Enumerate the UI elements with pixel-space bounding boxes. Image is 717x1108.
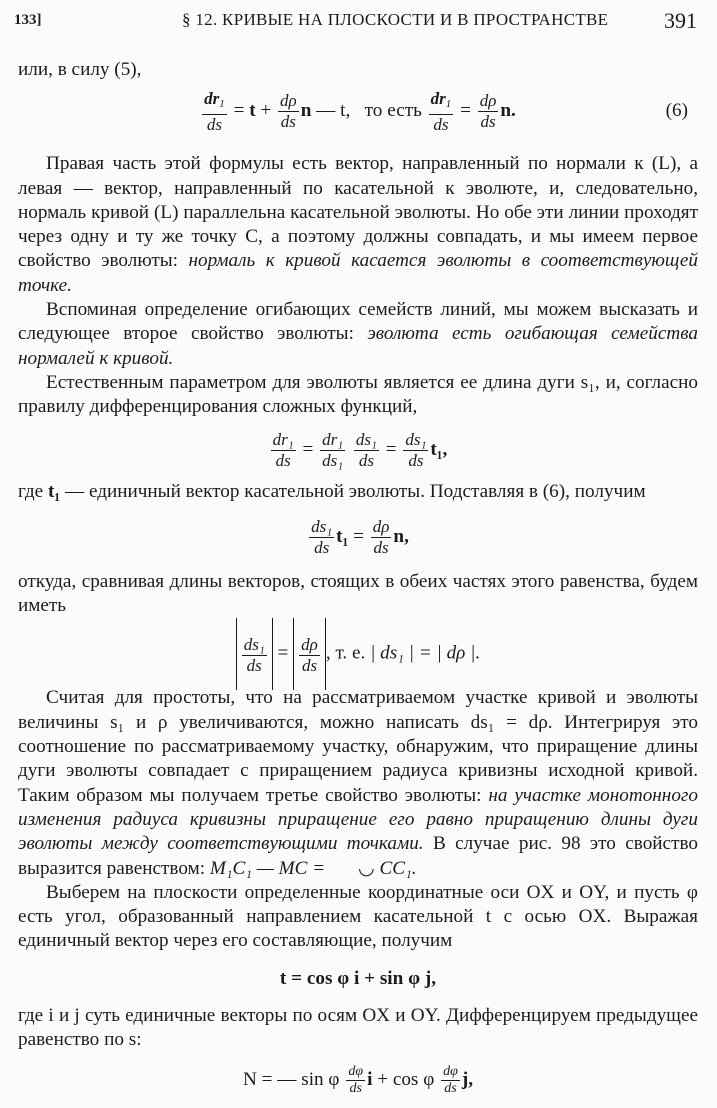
equation-tangent-normal: $\frac{\text{ds₁}}{ds}$ t₁ = $\frac{d\rho}{ds}$ n, (311, 516, 409, 557)
paragraph-tangent-unit: где t₁ — единичный вектор касательной эволюты. Подставляя в (6), получим (18, 480, 646, 502)
equation-absolute-values: $\frac{\text{ds₁}}{ds}$ = $\frac{d\rho}{ds}$ , т. е. | ds₁ | = | dρ |. (18, 618, 698, 686)
running-title: § 12. КРИВЫЕ НА ПЛОСКОСТИ И В ПРОСТРАНСТВЕ (182, 10, 609, 29)
section-number: 133] (14, 12, 42, 28)
page-number: 391 (664, 8, 697, 33)
fraction: $\frac{d\rho}{ds}$ (280, 91, 297, 132)
equation-N: N = — sin φ $\frac{d\varphi}{ds}$ i + cos φ $\frac{d\varphi}{ds}$ j, (242, 1064, 474, 1097)
fraction: $\frac{d\rho}{ds}$ (479, 91, 497, 132)
paragraph-natural-parameter: Естественным параметром для эволюты является ее длина дуги s₁, и, согласно правилу дифференцирования сложных функций, (18, 371, 698, 418)
fraction: $\frac{dr_1}{ds}$ (430, 88, 452, 134)
running-header (14, 8, 697, 36)
paragraph-unit-vectors: где i и j суть единичные векторы по осям OX и OY. Дифференцируем предыдущее равенство по s: (18, 1004, 698, 1051)
arc-symbol: ◡ (357, 857, 375, 879)
intro-line: или, в силу (5), (18, 59, 142, 80)
fraction: $\frac{dr_1}{ds}$ (204, 88, 225, 134)
paragraph-normal-property: Правая часть этой формулы есть вектор, направленный по нормали к (L), а левая — вектор, направленный по касательной к эволюте, и, следовательно, нормаль кривой (L) параллельна касательной эволюты. Но обе эти линии проходят через одну и ту же точку C, а поэтому должны совпадать, и мы имеем первое свойство эволюты: нормаль к кривой касается эволюты в соответствующей точке. (18, 153, 698, 296)
page-body (18, 58, 698, 1108)
paragraph-third-property: Считая для простоты, что на рассматриваемом участке кривой и эволюты величины s₁ и ρ увеличиваются, можно написать ds₁ = dρ. Интегрируя это соотношение по рассматриваемому участку, обнаружим, что приращение длины дуги эволюты совпадает с приращением радиуса кривизны исходной кривой. Таким образом мы получаем третье свойство эволюты: на участке монотонного изменения радиуса кривизны приращение его равно приращению длины дуги эволюты между соответствующими точками. В случае рис. 98 это свойство выразится равенством: M₁C₁ — MC = ◡ CC₁. (18, 686, 698, 880)
paragraph-compare-lengths: откуда, сравнивая длины векторов, стоящих в обеих частях этого равенства, будем иметь (18, 570, 698, 617)
equation-number: (6) (665, 100, 688, 122)
equation-chain-rule: $\frac{\text{dr₁}}{ds}$ = $\frac{\text{dr₁}}{\text{ds₁}}$ $\frac{\text{ds₁}}{ds}$ = $\frac{\text{ds₁}}{ds}$ t₁, (272, 429, 448, 470)
paragraph-coordinate-axes: Выберем на плоскости определенные координатные оси OX и OY, и пусть φ есть угол, образованный направлением касательной t с осью OX. Выражая единичный вектор через его составляющие, получим (18, 881, 698, 952)
paragraph-envelope-property: Вспоминая определение огибающих семейств линий, мы можем высказать и следующее второе свойство эволюты: эволюта есть огибающая семейства нормалей к кривой. (18, 299, 698, 369)
equation-t-components: t = cos φ i + sin φ j, (279, 967, 437, 989)
equation-6: $\frac{dr_1}{ds}$ = t + $\frac{d\rho}{ds}$ n — t, то есть $\frac{dr_1}{ds}$ = $\frac{d\rho}{ds}$ n. (6) (18, 82, 698, 140)
